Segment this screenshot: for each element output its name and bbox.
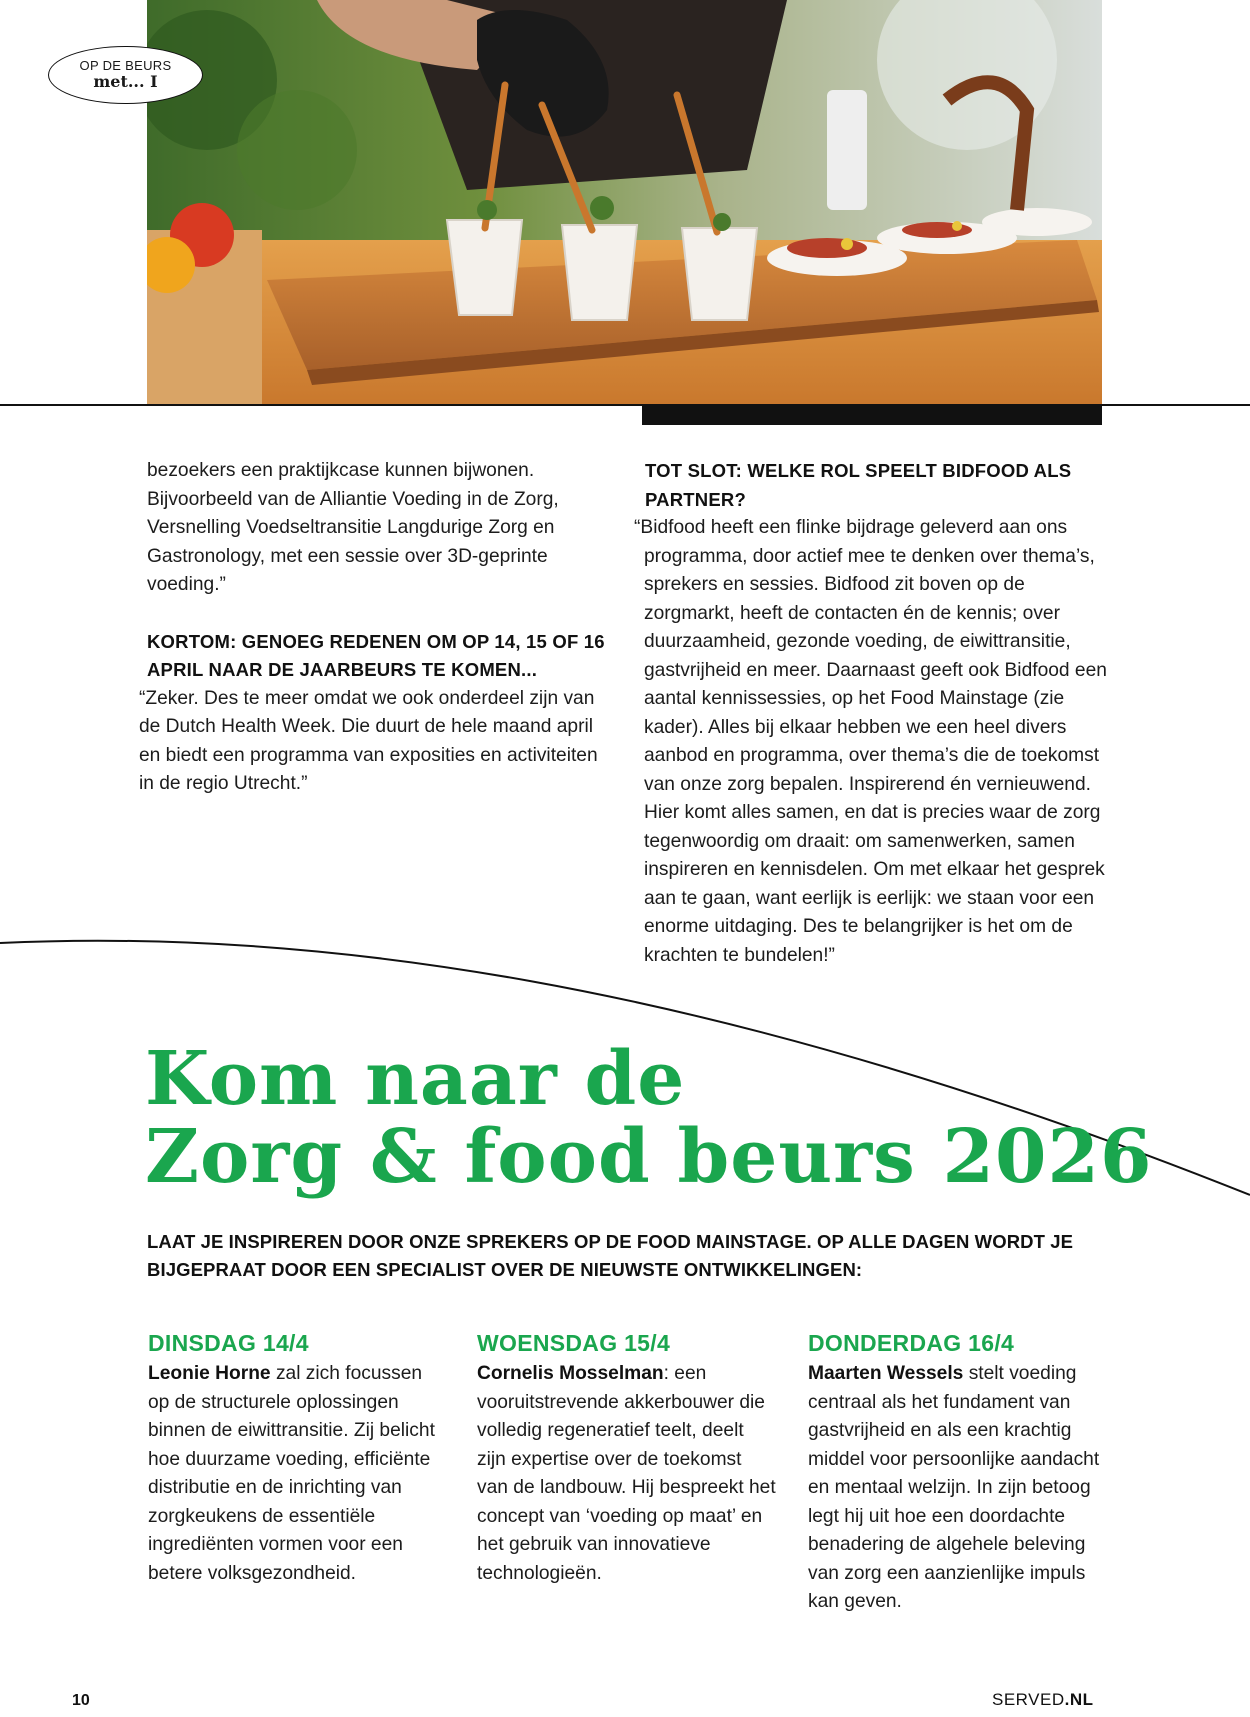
day-date: DONDERDAG 16/4 bbox=[808, 1330, 1015, 1356]
speaker-text: : een vooruitstrevende akkerbouwer die volledig regeneratief teelt, deelt zijn expertise over de toekomst van de landbouw. Hij bespreekt het concept van ‘voeding op maat’ en het gebruik van innovatieve technologieën. bbox=[477, 1363, 776, 1584]
speaker-text: zal zich focussen op de structurele oplossingen binnen de eiwittransitie. Zij belicht hoe duurzame voeding, efficiënte distributie en de inrichting van zorgkeukens de essentiële ingrediënten vormen voor een betere volksgezondheid. bbox=[148, 1363, 435, 1584]
left-answer-paragraph: “Zeker. Des te meer omdat we ook onderdeel zijn van de Dutch Health Week. Die duurt de hele maand april en biedt een programma van exposities en activiteiten in de regio Utrecht.” bbox=[139, 687, 598, 794]
feature-title-line2: Zorg & food beurs 2026 bbox=[145, 1114, 1153, 1200]
feature-intro: LAAT JE INSPIREREN DOOR ONZE SPREKERS OP DE FOOD MAINSTAGE. OP ALLE DAGEN WORDT JE BIJGEPRAAT DOOR EEN SPECIALIST OVER DE NIEUWSTE ONTWIKKELINGEN: bbox=[147, 1231, 1074, 1280]
day-date: WOENSDAG 15/4 bbox=[477, 1330, 671, 1356]
left-question-heading: KORTOM: GENOEG REDENEN OM OP 14, 15 OF 16 APRIL NAAR DE JAARBEURS TE KOMEN... bbox=[147, 630, 605, 680]
left-column bbox=[139, 457, 617, 799]
divider-bar bbox=[642, 405, 1102, 425]
day-description bbox=[148, 1360, 448, 1588]
day-column-wednesday bbox=[477, 1328, 777, 1588]
page-number: 10 bbox=[72, 1692, 90, 1709]
hero-photo bbox=[147, 0, 1102, 405]
site-name-text: SERVED bbox=[992, 1690, 1065, 1709]
day-date: DINSDAG 14/4 bbox=[148, 1330, 309, 1356]
right-column bbox=[634, 457, 1119, 970]
speaker-name: Leonie Horne bbox=[148, 1363, 271, 1384]
speaker-name: Maarten Wessels bbox=[808, 1363, 964, 1384]
day-description bbox=[477, 1360, 777, 1588]
day-description bbox=[808, 1360, 1118, 1617]
site-name[interactable] bbox=[992, 1690, 1094, 1710]
right-answer-paragraph: “Bidfood heeft een flinke bijdrage geleverd aan ons programma, door actief mee te denken over thema’s, sprekers en sessies. Bidfood zit boven op de zorgmarkt, heeft de contacten én de kennis; over duurzaamheid, gezonde voeding, de eiwittransitie, gastvrijheid en meer. Daarnaast geeft ook Bidfood een aantal kennissessies, op het Food Mainstage (zie kader). Alles bij elkaar hebben we een heel divers aanbod en programma, over thema’s die de toekomst van onze zorg bepalen. Inspirerend én vernieuwend. Hier komt alles samen, en dat is precies waar de zorg tegenwoordig om draait: om samenwerken, samen inspireren en kennisdelen. Om met elkaar het gesprek aan te gaan, want eerlijk is eerlijk: we staan voor een enorme uitdaging. Des te belangrijker is het om de krachten te bundelen!” bbox=[634, 517, 1107, 966]
left-intro-paragraph: bezoekers een praktijkcase kunnen bijwonen. Bijvoorbeeld van de Alliantie Voeding in de Zorg, Versnelling Voedseltransitie Langdurige Zorg en Gastronology, met een sessie over 3D-geprinte voeding.” bbox=[147, 460, 559, 595]
right-question-heading: TOT SLOT: WELKE ROL SPEELT BIDFOOD ALS PARTNER? bbox=[645, 460, 1072, 510]
day-column-tuesday bbox=[148, 1328, 448, 1588]
site-tld: .NL bbox=[1064, 1690, 1094, 1709]
section-badge bbox=[48, 46, 203, 104]
feature-title bbox=[145, 1036, 1153, 1200]
speaker-name: Cornelis Mosselman bbox=[477, 1363, 664, 1384]
badge-line1: OP DE BEURS bbox=[79, 58, 172, 73]
day-column-thursday bbox=[808, 1328, 1118, 1617]
badge-line2: met... I bbox=[93, 72, 158, 91]
feature-title-line1: Kom naar de bbox=[145, 1036, 686, 1122]
speaker-text: stelt voeding centraal als het fundament van gastvrijheid en als een krachtig middel voor persoonlijke aandacht en mentaal welzijn. In zijn betoog legt hij uit hoe een doordachte benadering de algehele beleving van zorg een aanzienlijke impuls kan geven. bbox=[808, 1363, 1100, 1612]
